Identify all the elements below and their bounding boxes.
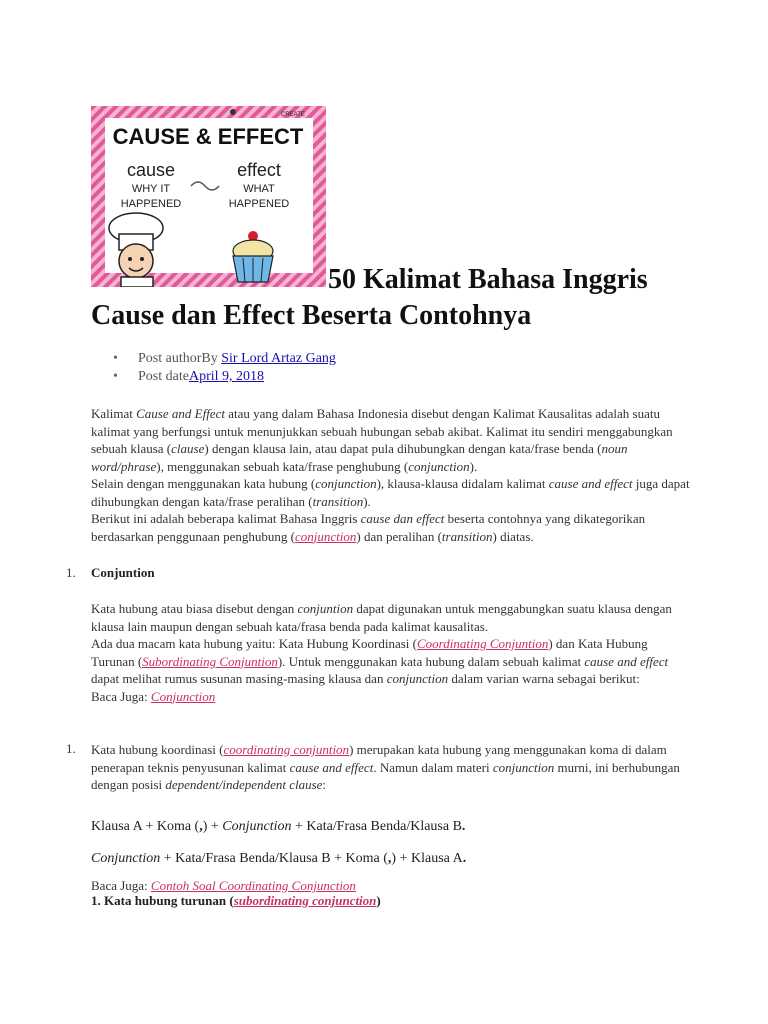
section-2-paragraph: Kata hubung koordinasi (coordinating conjuntion) merupakan kata hubung yang menggunakan koma di dalam penerapan teknis penyusunan kalimat cause and effect. Namun dalam materi conjunction murni, ini berhubungan dengan posisi dependent/independent clause: [91, 742, 680, 792]
post-date-prefix: Post date [138, 369, 189, 384]
section-1-title: Conjuntion [91, 565, 155, 580]
post-date [113, 368, 336, 386]
post-meta [113, 350, 336, 386]
baca-juga-label-2: Baca Juga: [91, 878, 151, 893]
subordinating-conjuntion-link[interactable]: Subordinating Conjuntion [142, 653, 278, 669]
post-author [113, 350, 336, 368]
banner-effect-sub2: HAPPENED [228, 198, 290, 210]
banner-effect-word: effect [237, 160, 281, 180]
title-line-1: 50 Kalimat Bahasa Inggris [328, 264, 648, 295]
section-1-paragraph: Kata hubung atau biasa disebut dengan conjuntion dapat digunakan untuk menggabungkan suatu klausa dengan klausa lain maupun dengan sebuah kata/frasa benda pada kalimat kausalitas. Ada dua macam kata hubung yaitu: Kata Hubung Koordinasi (Coordinating Conjuntion) dan Kata Hubung Turunan (Subordinating Conjuntion). Untuk menggunakan kata hubung dalam sebuah kalimat cause and effect dapat melihat rumus susunan masing-masing klausa dan conjunction dalam varian warna sebagai berikut: Baca Juga: Conjunction [91, 601, 672, 704]
contoh-soal-link[interactable]: Contoh Soal Coordinating Conjunction [150, 878, 356, 893]
banner-cause-word: cause [126, 160, 176, 180]
section-1-number: 1. [66, 565, 76, 580]
date-link[interactable]: April 9, 2018 [188, 369, 265, 384]
baca-juga-label: Baca Juga: [91, 688, 151, 704]
baca-juga-conjunction-link[interactable]: Conjunction [150, 688, 216, 704]
banner-effect-sub1: WHAT [243, 183, 275, 195]
banner-cause-sub1: WHY IT [131, 183, 171, 195]
section-2-number: 1. [66, 741, 76, 756]
banner-apple-icon [230, 109, 236, 115]
formula-2: Conjunction + Kata/Frasa Benda/Klausa B + Koma (,) + Klausa A. [91, 851, 467, 866]
cause-effect-banner-image [91, 106, 326, 287]
baca-juga-2 [91, 877, 691, 895]
author-link[interactable]: Sir Lord Artaz Gang [221, 351, 336, 366]
article-title [91, 262, 731, 334]
post-author-by: By [201, 351, 222, 366]
subordinating-conjunction-link[interactable]: subordinating conjunction [233, 893, 377, 908]
banner-heading: CAUSE & EFFECT [112, 124, 304, 149]
banner-cause-sub2: HAPPENED [120, 198, 182, 210]
formula-1: Klausa A + Koma (,) + Conjunction + Kata/Frasa Benda/Klausa B. [91, 819, 466, 834]
title-line-2: Cause dan Effect Beserta Contohnya [91, 300, 532, 331]
conjunction-link-1[interactable]: conjunction [294, 528, 357, 544]
banner-create-label: CREATE [281, 112, 305, 118]
coordinating-conjuntion-link[interactable]: Coordinating Conjuntion [417, 636, 549, 651]
coordinating-conjuntion-link-2[interactable]: coordinating conjuntion [223, 742, 350, 757]
subordinating-subheading: 1. Kata hubung turunan (subordinating conjunction) [91, 893, 381, 908]
post-author-prefix: Post author [138, 351, 202, 366]
intro-paragraph-1: Kalimat Cause and Effect atau yang dalam Bahasa Indonesia disebut dengan Kalimat Kausalitas adalah suatu kalimat yang berfungsi untuk menunjukkan sebuah hubungan sebab akibat. Kalimat itu sendiri menggabungkan sebuah klausa (clause) dengan klausa lain, atau dapat pula dihubungkan dengan kata/frase benda (noun word/phrase), menggunakan sebuah kata/frase penghubung (conjunction). Selain dengan menggunakan kata hubung (conjunction), klausa-klausa didalam kalimat cause and effect juga dapat dihubungkan dengan kata/frase peralihan (transition). Berikut ini adalah beberapa kalimat Bahasa Inggris cause dan effect beserta contohnya yang dikategorikan berdasarkan penggunaan penghubung (conjunction) dan peralihan (transition) diatas. [91, 406, 690, 544]
